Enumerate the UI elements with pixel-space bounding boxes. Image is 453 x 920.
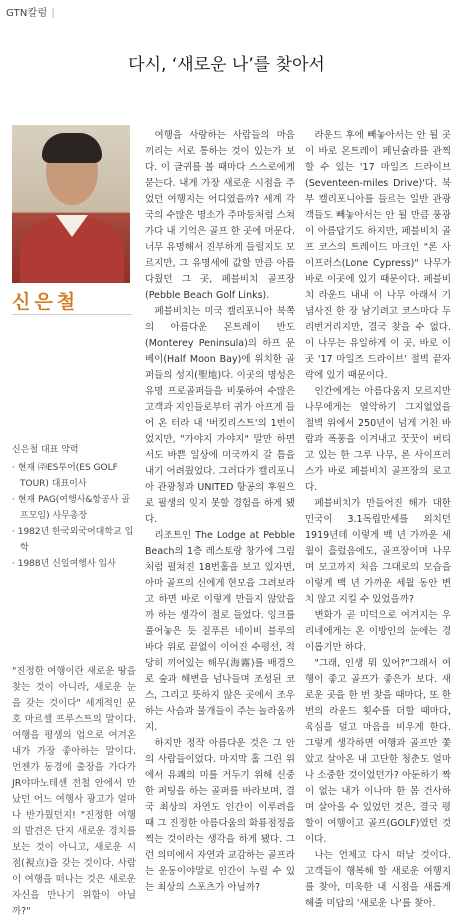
paragraph: 하지만 정작 아름다운 것은 그 안의 사람들이었다. 마지막 홀 그린 위에서 유쾌의 미를 거두기 위해 신중한 퍼팅을 하는 골퍼를 바라보며, 결국 최상의 자연도 인간이 이루려을 때 그 진정한 아름다움의 화룡점정을 찍는 것이라는 생각을 하게 됐다. 그런 의미에서 자연과 교감하는 골프라는 운동이야말로 인간이 누릴 수 있는 최상의 스포츠가 아닐까? [145, 738, 295, 893]
bio-item: · 1988년 신일여행사 입사 [12, 559, 116, 569]
author-name: 신은철 [12, 291, 80, 313]
paragraph: 여행을 사랑하는 사람들의 마음 끼리는 서로 통하는 것이 있는가 보다. 이 글귀를 볼 때마다 스스로에게 묻는다. 내게 가장 새로운 시점을 주었던 여행지는 어디였을까? 세계 각국의 수많은 명소가 주마등처럼 스쳐가다 내 기억은 골프 한 곳에 머문다. 너무 유명해서 진부하게 들릴지도 모르지만, 그 유명세에 값할 만큼 아름다웠던 그 곳, 페블비치 골프장(Pebble Beach Golf Links). [145, 130, 295, 301]
article-column-2 [305, 128, 451, 912]
divider [12, 314, 132, 315]
bio-item: · 현재 ㈜ES투어(ES GOLF TOUR) 대표이사 [12, 463, 118, 489]
paragraph: 변화가 곧 미덕으로 여겨지는 우리네에게는 온 이방인의 눈에는 경이롭기만 하다. [305, 610, 451, 653]
article-column-1 [145, 128, 295, 896]
bio-item: · 현재 PAG(여행사&항공사 골프모임) 사무총장 [12, 495, 131, 521]
paragraph: 라운드 후에 빼놓아서는 안 될 곳이 바로 몬트레이 페닌슐라를 관찍할 수 있는 '17 마일즈 드라이브(Seventeen-miles Drive)'다. 북부 캘리포니아를 들르는 일반 관광객들도 빼놓아서는 안 될 만큼 풍광이 아름답기도 하지만, 페블비치 골프 코스의 트레이드 마크인 "론 사이프러스(Lone Cypress)" 나무가 바로 이곳에 있기 때문이다. 페블비치 라운드 내내 이 나무 아래서 기념사진 한 장 남기려고 코스마다 두리번거리지만, 결국 찾을 수 없다. 이 나무는 유일하게 이 곳, 바로 이곳 '17 마일즈 드라이브' 절벽 끝자락에 있기 때문이다. [305, 130, 451, 381]
article-title: 다시, ‘새로운 나’를 찾아서 [128, 55, 325, 75]
column-header [6, 4, 55, 19]
header-separator: | [51, 8, 55, 19]
bio-title: 신은철 대표 약력 [12, 445, 79, 455]
paragraph: "그래, 인생 뭐 있어?"그래서 여행이 좋고 골프가 좋은가 보다. 새로운 곳을 한 번 찾을 때마다, 또 한 번의 라운드 횟수를 더할 때마다, 육심을 덜고 마음을 비우게 한다. 그렇게 생각하면 여행과 골프만 쫓았고 살아온 내 고단한 청춘도 얼마나 소중한 것이었던가? 아둔하기 짝이 없는 내가 이나마 한 몸 건사하며 살아올 수 있었던 것은, 결국 평 할이 여행이고 골프(GOLF)였던 것이다. [305, 658, 451, 845]
author-bio [12, 442, 136, 572]
paragraph: 나는 언제고 다시 떠날 것이다. 고객들이 행복해 할 새로운 여행지를 찾아, 미욱한 내 시점을 새롭게 해줄 미답의 '새로운 나'를 찾아. [305, 850, 451, 909]
bio-item: · 1982년 한국외국어대학교 입학 [12, 527, 134, 553]
column-brand: GTN칼럼 [6, 8, 48, 19]
paragraph: 인간에게는 아름다움지 모르지만 나무에게는 열악하기 그지없었을 절벽 위에서 250년이 넘게 거친 바람과 폭풍을 이겨내고 꿋꿋이 버티고 있는 한 그루 나무, 론 사이프러스가 바로 페블비치 골프장의 로고다. [305, 386, 451, 493]
author-photo [12, 125, 130, 283]
paragraph: 리조트인 The Lodge at Pebble Beach의 1층 레스토랑 창가에 그림처럼 펼쳐진 18번홀을 보고 있자면, 아마 골프의 신에게 현모을 그려보라고 하면 바로 이렇게 만들지 않았을까 하는 생각이 절로 들었다. 잉크를 풀어놓은 듯 짙푸른 네이비 블루의 바다 위로 끝없이 이어진 수평선, 적당히 끼어있는 해무(海霧)를 배경으로 숲과 해변을 넘나들며 조성된 코스, 그리고 뜻하지 않은 곳에서 조우하는 사슴과 물개들이 주는 놀라움까지. [145, 530, 295, 733]
paragraph: 페블비치는 미국 캘리포니아 북쪽의 아름다운 몬트레이 반도(Monterey Peninsula)의 하프 문 베이(Half Moon Bay)에 위치한 골퍼들의 성지(聖地)다. 이곳의 명성은 유명 프로골퍼들을 비롯하여 수많은 고객과 지인들로부터 귀가 아프게 들어 온 터라 내 '버킷리스트'의 1번이었지만, "가야지 가야지" 말만 하면서도 바쁜 일상에 미국까지 갈 틈을 내기 어려웠었다. 그러다가 캘리포니아 관광청과 UNITED 항공의 후원으로 필생의 잊지 못할 경험을 하게 됐다. [145, 306, 295, 525]
article-intro-text: "진정한 여행이란 새로운 땅을 찾는 것이 아니라, 새로운 눈을 갖는 것이다" 세계적인 문호 마르셀 프루스트의 말이다. 여행을 평생의 업으로 여겨온 내가 가장 좋아하는 말이다. 언젠가 동경에 출장을 가다가 JR야마노테센 전철 안에서 만났던 어느 여행사 광고가 얼마나 반가웠던지! "진정한 여행의 발견은 단지 새로운 경치를 보는 것이 아니고, 새로운 시점(視点)을 갖는 것이다. 사람이 여행을 떠나는 것은 새로운 자신을 만나기 위함이 아닐까?" [12, 666, 136, 917]
paragraph: 페블비치가 만들어진 해가 대한민국이 3.1독립만세를 외치던 1919년데 이렇게 백 년 가까운 세월이 흘렀음에도, 골프장이며 나무며 모고까지 처음 그대로의 모습을 이렇게 백 년 가까운 세월 동안 변치 않고 지킬 수 있었을까? [305, 498, 451, 605]
